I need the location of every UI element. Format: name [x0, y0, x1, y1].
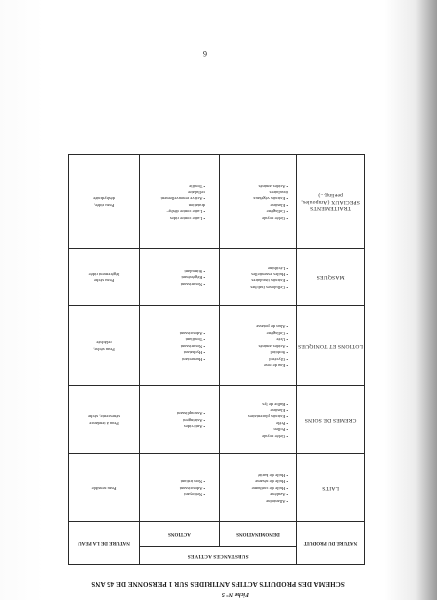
denominations-list: [220, 386, 297, 454]
cell-line: Peau sèche: [93, 278, 115, 284]
cell-line: • Régénérant: [181, 275, 205, 281]
denominations-list: [220, 155, 297, 249]
header-nature-peau: NATURE DE LA PEAU: [69, 522, 140, 565]
actions-list: [140, 306, 220, 386]
cell-line: • Humectant: [182, 356, 205, 362]
denominations-list: [220, 249, 297, 306]
product-type: CREMES DE SOINS: [297, 386, 365, 454]
cell-line: • Acides aminés: [258, 183, 288, 189]
actions-list: [140, 155, 220, 249]
actions-list: [140, 386, 220, 454]
cell-line: • Acides aminés: [258, 343, 288, 349]
product-type: TRAITEMENTS SPECIAUX (Ampoules, peeling...): [297, 155, 365, 249]
cell-line: Peau sèche,: [93, 346, 115, 352]
table-row: [69, 155, 365, 249]
cell-line: relâchée: [96, 340, 112, 346]
cell-line: • Extraits tissulaires: [251, 278, 288, 284]
actions-list: [140, 249, 220, 306]
cell-line: • Elastine: [270, 408, 288, 414]
header-nature-produit: NATURE DU PRODUIT: [297, 522, 365, 565]
skin-type: [69, 155, 140, 249]
cell-line: • Huile de carthame: [251, 485, 288, 491]
cell-line: sénescente, sèche: [87, 414, 121, 420]
skin-type: [69, 454, 140, 522]
skin-type: [69, 249, 140, 306]
cell-line: • Anti-rides: [183, 424, 205, 430]
cell-line: Peau à tendance: [89, 420, 119, 426]
header-denominations: DENOMINATIONS: [220, 522, 297, 547]
cell-line: • Tonifiant: [185, 337, 205, 343]
cell-line: • Huiles essentielles: [251, 272, 288, 277]
cell-line: • Pollen: [273, 427, 288, 433]
cell-line: légèrement ridée: [88, 272, 120, 277]
cell-line: dratation: [188, 202, 205, 208]
header-actions: ACTIONS: [140, 522, 220, 547]
denominations-list: [220, 454, 297, 522]
cell-line: • Assouplissant: [176, 411, 205, 417]
document-title: SCHEMA DES PRODUITS ACTIFS ANTIRIDES SUR 1 PERSONNE DE 45 ANS: [91, 580, 345, 588]
cell-line: • Urée: [276, 337, 288, 343]
cell-line: • Active renouvellement: [160, 196, 205, 202]
product-type: LOTIONS ET TONIQUES: [297, 306, 365, 386]
cell-line: • Eau de rose: [263, 362, 288, 368]
cell-line: • Extraits placentaires: [247, 414, 288, 420]
cell-line: Peau ridée,: [93, 202, 115, 208]
cell-line: • Tonifie: [189, 183, 205, 189]
cell-line: • Elastine: [270, 202, 288, 208]
cell-line: • Extraits végétaux: [253, 196, 288, 202]
active-products-table: [68, 154, 365, 565]
cell-line: déshydratée: [93, 196, 115, 202]
cell-line: • Azulène: [270, 492, 288, 498]
cell-line: • Adoucissant: [179, 485, 205, 491]
cell-line: • Bulbe de lys: [262, 401, 288, 407]
page-number: 6: [203, 49, 207, 58]
actions-list: [140, 454, 220, 522]
header-substances-actives: SUBSTANCES ACTIVES: [140, 547, 297, 565]
cell-line: • Lutte contre rides: [169, 215, 205, 221]
cell-line: • Huile de sésame: [255, 479, 288, 485]
table-row: [69, 454, 365, 522]
cell-line: • Collagène: [266, 209, 288, 215]
product-type: LAITS: [297, 454, 365, 522]
table-row: [69, 386, 365, 454]
cell-line: • Stimulant: [184, 268, 205, 274]
cell-line: • Huile de karité: [257, 472, 288, 478]
cell-line: • Gelée royale: [261, 433, 288, 439]
cell-line: • Prêle: [275, 420, 288, 426]
cell-line: • Nourrissant: [180, 343, 205, 349]
cell-line: • Collagène: [266, 330, 288, 336]
cell-line: • Allantoïne: [266, 498, 288, 504]
cell-line: • Lécithine: [267, 265, 288, 271]
denominations-list: [220, 306, 297, 386]
cell-line: • Adoucissant: [179, 330, 205, 336]
table-row: [69, 306, 365, 386]
fiche-number: Fiche N° 5: [221, 591, 249, 597]
cell-line: • Nourrissant: [180, 281, 205, 287]
cell-line: • Hydratant: [183, 350, 205, 356]
cell-line: • Glycérol: [269, 356, 288, 362]
cell-line: tissulaires: [269, 190, 288, 196]
cell-line: • Gelée royale: [261, 215, 288, 221]
cell-line: • Alun de potasse: [256, 324, 288, 330]
cell-line: • Non irritant: [180, 479, 205, 485]
cell-line: • Nettoyant: [184, 492, 205, 498]
product-type: MASQUES: [297, 249, 365, 306]
cell-line: • Lutte contre déshy-: [166, 209, 205, 215]
cell-line: Peau sensible: [91, 485, 117, 491]
cell-line: • Astringent: [183, 417, 205, 423]
cell-line: • Sorbitol: [270, 350, 288, 356]
skin-type: [69, 386, 140, 454]
table-row: [69, 249, 365, 306]
cell-line: • Celluloses fraîches: [250, 284, 288, 290]
cell-line: cellulaire: [187, 190, 205, 196]
skin-type: [69, 306, 140, 386]
